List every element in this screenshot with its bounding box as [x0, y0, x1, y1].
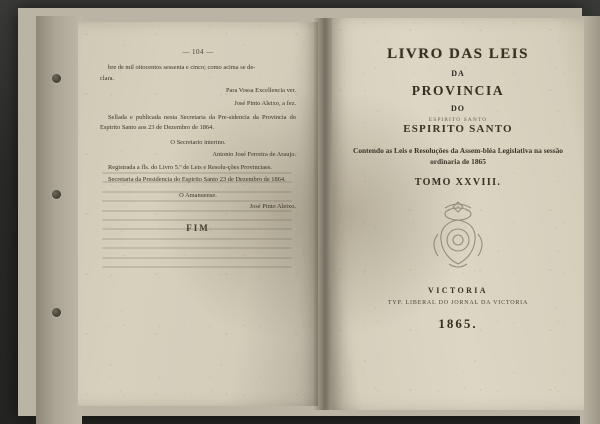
- title-page-block: [348, 46, 568, 332]
- binding-hole: [52, 74, 61, 83]
- end-mark: FIM: [186, 222, 210, 233]
- heading-secretary: O Secretario interino.: [170, 139, 226, 147]
- page-right-title-page: [332, 18, 584, 410]
- body-line-2: clara.: [100, 75, 115, 83]
- title-description: Contendo as Leis e Resoluções da Assem-bléa Legislativa na sessão ordinaria de 1865: [352, 146, 564, 166]
- left-page-text-block: [100, 48, 296, 233]
- title-state-faint: ESPIRITO SANTO: [428, 117, 488, 123]
- binding-hole: [52, 190, 61, 199]
- signature-secretary: Antonio José Ferreira de Araujo.: [212, 150, 296, 158]
- body-line-1: bre de mil oitocentos sessenta e cinco; como acima se de-: [108, 63, 256, 71]
- imprint-printer: TYP. LIBERAL DO JORNAL DA VICTORIA: [387, 300, 529, 306]
- closing-phrase: Para Vossa Excellencia ver.: [225, 86, 296, 94]
- signature-amanuensis: José Pinto Aleixo.: [249, 203, 296, 211]
- signature-clerk-1: José Pinto Aleixo, a fez.: [234, 100, 296, 108]
- title-state: ESPIRITO SANTO: [403, 123, 513, 135]
- title-connector-da: DA: [451, 69, 465, 78]
- imprint-city: VICTORIA: [428, 286, 488, 295]
- title-volume: TOMO XXVIII.: [414, 177, 502, 188]
- folio-number: — 104 —: [182, 48, 214, 56]
- imperial-coat-of-arms-icon: [425, 198, 491, 272]
- imprint-year: 1865.: [438, 316, 478, 331]
- title-connector-do: DO: [451, 104, 465, 113]
- binding-hole: [52, 308, 61, 317]
- paragraph-registry: Registrada a fls. do Livro 5.º de Leis e Resolu-ções Provinciaes.: [108, 164, 273, 172]
- paragraph-seal-publication: Sellada e publicada nesta Secretaria da Pre-sidencia da Provincia do Espirito Santo aos 23 de Dezembro de 1864.: [100, 113, 296, 131]
- title-province: PROVINCIA: [411, 83, 505, 98]
- book-title: LIVRO DAS LEIS: [387, 46, 529, 62]
- paragraph-secretariat-date: Secretaria da Presidencia do Espirito Santo 23 de Dezembro de 1864.: [108, 175, 286, 183]
- open-book: [18, 8, 582, 416]
- heading-amanuensis: O Amanuense.: [179, 191, 217, 199]
- page-left: [78, 22, 318, 406]
